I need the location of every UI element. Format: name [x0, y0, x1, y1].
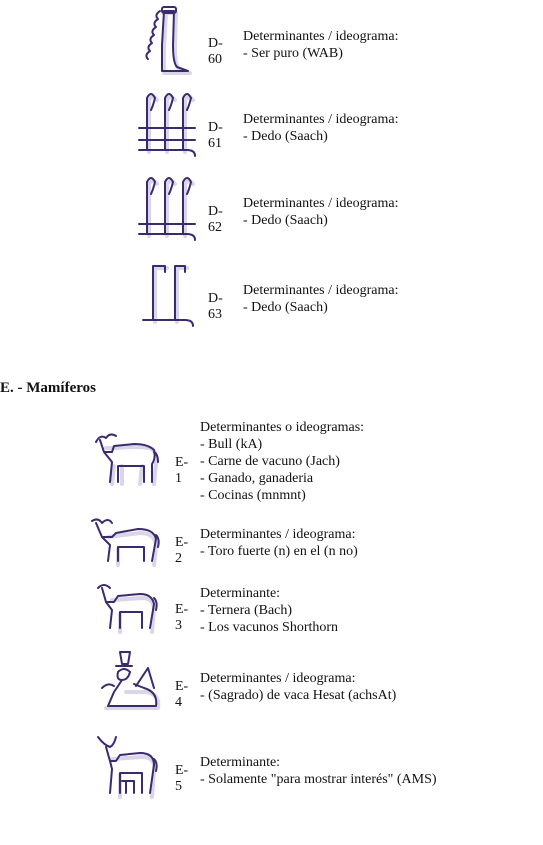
glyph-code: D-61: [208, 120, 223, 151]
sacred-cow-icon: [94, 648, 164, 716]
description-line: - Dedo (Saach): [243, 300, 328, 315]
description-line: - Los vacunos Shorthorn: [200, 620, 339, 635]
cow-calf-icon: [92, 733, 162, 801]
description-line: Determinante:: [200, 755, 281, 770]
three-fingers-icon: [135, 172, 205, 244]
glyph-description: [200, 419, 364, 504]
glyph-code: D-63: [208, 291, 223, 322]
description-line: - Ser puro (WAB): [243, 46, 343, 61]
description-line: - (Sagrado) de vaca Hesat (achsAt): [200, 688, 397, 703]
description-line: - Ternera (Bach): [200, 603, 293, 618]
description-line: - Dedo (Saach): [243, 213, 328, 228]
glyph-description: [200, 754, 437, 788]
glyph-code: E-2: [175, 535, 189, 566]
glyph-description: [200, 585, 338, 636]
three-fingers-icon: [135, 88, 205, 160]
glyph-code: D-60: [208, 36, 223, 67]
description-line: Determinantes / ideograma:: [200, 671, 356, 686]
description-line: Determinantes / ideograma:: [243, 29, 399, 44]
glyph-code: E-1: [175, 455, 189, 486]
description-line: Determinantes o ideogramas:: [200, 420, 365, 435]
glyph-code: E-5: [175, 763, 189, 794]
section-heading: E. - Mamíferos: [0, 380, 96, 396]
calf-icon: [92, 580, 162, 634]
glyph-description: [243, 28, 399, 62]
description-line: - Ganado, ganaderia: [200, 471, 314, 486]
description-line: - Bull (kA): [200, 437, 263, 452]
glyph-description: [243, 282, 399, 316]
description-line: - Cocinas (mnmnt): [200, 488, 306, 503]
two-fingers-icon: [135, 258, 205, 330]
bull-icon: [90, 428, 162, 490]
description-line: Determinantes / ideograma:: [243, 196, 399, 211]
description-line: Determinantes / ideograma:: [200, 527, 356, 542]
description-line: - Carne de vacuno (Jach): [200, 454, 340, 469]
charging-bull-icon: [88, 515, 162, 567]
glyph-description: [243, 111, 399, 145]
vase-water-icon: [140, 5, 200, 77]
description-line: - Toro fuerte (n) en el (n no): [200, 544, 358, 559]
description-line: - Dedo (Saach): [243, 129, 328, 144]
description-line: Determinante:: [200, 586, 281, 601]
glyph-code: E-4: [175, 679, 189, 710]
description-line: Determinantes / ideograma:: [243, 112, 399, 127]
glyph-description: [200, 670, 396, 704]
description-line: Determinantes / ideograma:: [243, 283, 399, 298]
glyph-description: [243, 195, 399, 229]
glyph-description: [200, 526, 358, 560]
glyph-code: D-62: [208, 204, 223, 235]
description-line: - Solamente "para mostrar interés" (AMS): [200, 772, 437, 787]
glyph-code: E-3: [175, 602, 189, 633]
